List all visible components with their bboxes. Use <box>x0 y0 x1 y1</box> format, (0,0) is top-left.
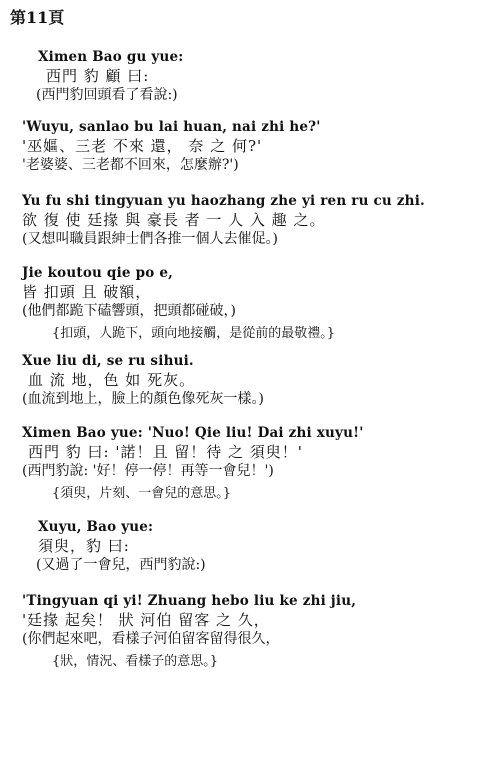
pinyin-line: Ximen Bao yue: 'Nuo! Qie liu! Dai zhi xuyu!' <box>22 425 364 441</box>
pinyin-line: Xuyu, Bao yue: <box>38 519 154 535</box>
passage-block <box>0 118 500 175</box>
passage-block <box>0 518 500 575</box>
translation-line: (又過了一會兒，西門豹說:) <box>36 557 206 573</box>
translation-line: (又想叫職員跟紳士們各推一個人去催促。) <box>22 231 278 247</box>
chinese-line: '廷掾 起矣！ 狀 河伯 留客 之 久， <box>22 611 270 629</box>
annotation-note: {扣頭，人跪下，頭向地接觸，是從前的最敬禮。} <box>52 326 336 341</box>
pinyin-line: 'Tingyuan qi yi! Zhuang hebo liu ke zhi jiu, <box>22 593 357 609</box>
pinyin-line: Xue liu di, se ru sihui. <box>22 353 194 369</box>
passage-block <box>0 48 500 105</box>
chinese-line: 皆 扣頭 且 破額， <box>22 283 152 301</box>
annotation-note: {狀，情況、看樣子的意思。} <box>52 654 219 669</box>
pinyin-line: Yu fu shi tingyuan yu haozhang zhe yi ren ru cu zhi. <box>22 193 425 209</box>
translation-line: (你們起來吧，看樣子河伯留客留得很久， <box>22 631 280 647</box>
chinese-line: 須臾，豹 曰: <box>38 537 130 555</box>
translation-line: (西門豹說: '好！停一停！再等一會兒！') <box>22 463 274 479</box>
chinese-line: 西門 豹 曰: '諾！且 留！待 之 須臾！' <box>28 443 303 461</box>
passage-block <box>0 592 500 671</box>
passage-block <box>0 192 500 249</box>
passage-block <box>0 264 500 343</box>
chinese-line: 欲 復 使 廷掾 與 豪長 者 一 人 入 趣 之。 <box>22 211 326 229</box>
pinyin-line: Ximen Bao gu yue: <box>38 49 184 65</box>
chinese-line: '巫嫗、三老 不來 還， 奈 之 何?' <box>22 137 263 155</box>
translation-line: (他們都跪下磕響頭，把頭都碰破，) <box>22 303 236 319</box>
passage-block <box>0 352 500 409</box>
pinyin-line: 'Wuyu, sanlao bu lai huan, nai zhi he?' <box>22 119 321 135</box>
page-number: 第11頁 <box>10 8 65 27</box>
chinese-line: 西門 豹 顧 曰: <box>46 67 150 85</box>
translation-line: '老婆婆、三老都不回來，怎麼辦?') <box>22 157 239 173</box>
translation-line: (西門豹回頭看了看說:) <box>36 87 178 103</box>
translation-line: (血流到地上，臉上的顏色像死灰一樣。) <box>22 391 264 407</box>
pinyin-line: Jie koutou qie po e, <box>22 265 174 281</box>
chinese-line: 血 流 地，色 如 死灰。 <box>28 371 196 389</box>
annotation-note: {須臾，片刻、一會兒的意思。} <box>52 486 232 501</box>
passage-block <box>0 424 500 503</box>
